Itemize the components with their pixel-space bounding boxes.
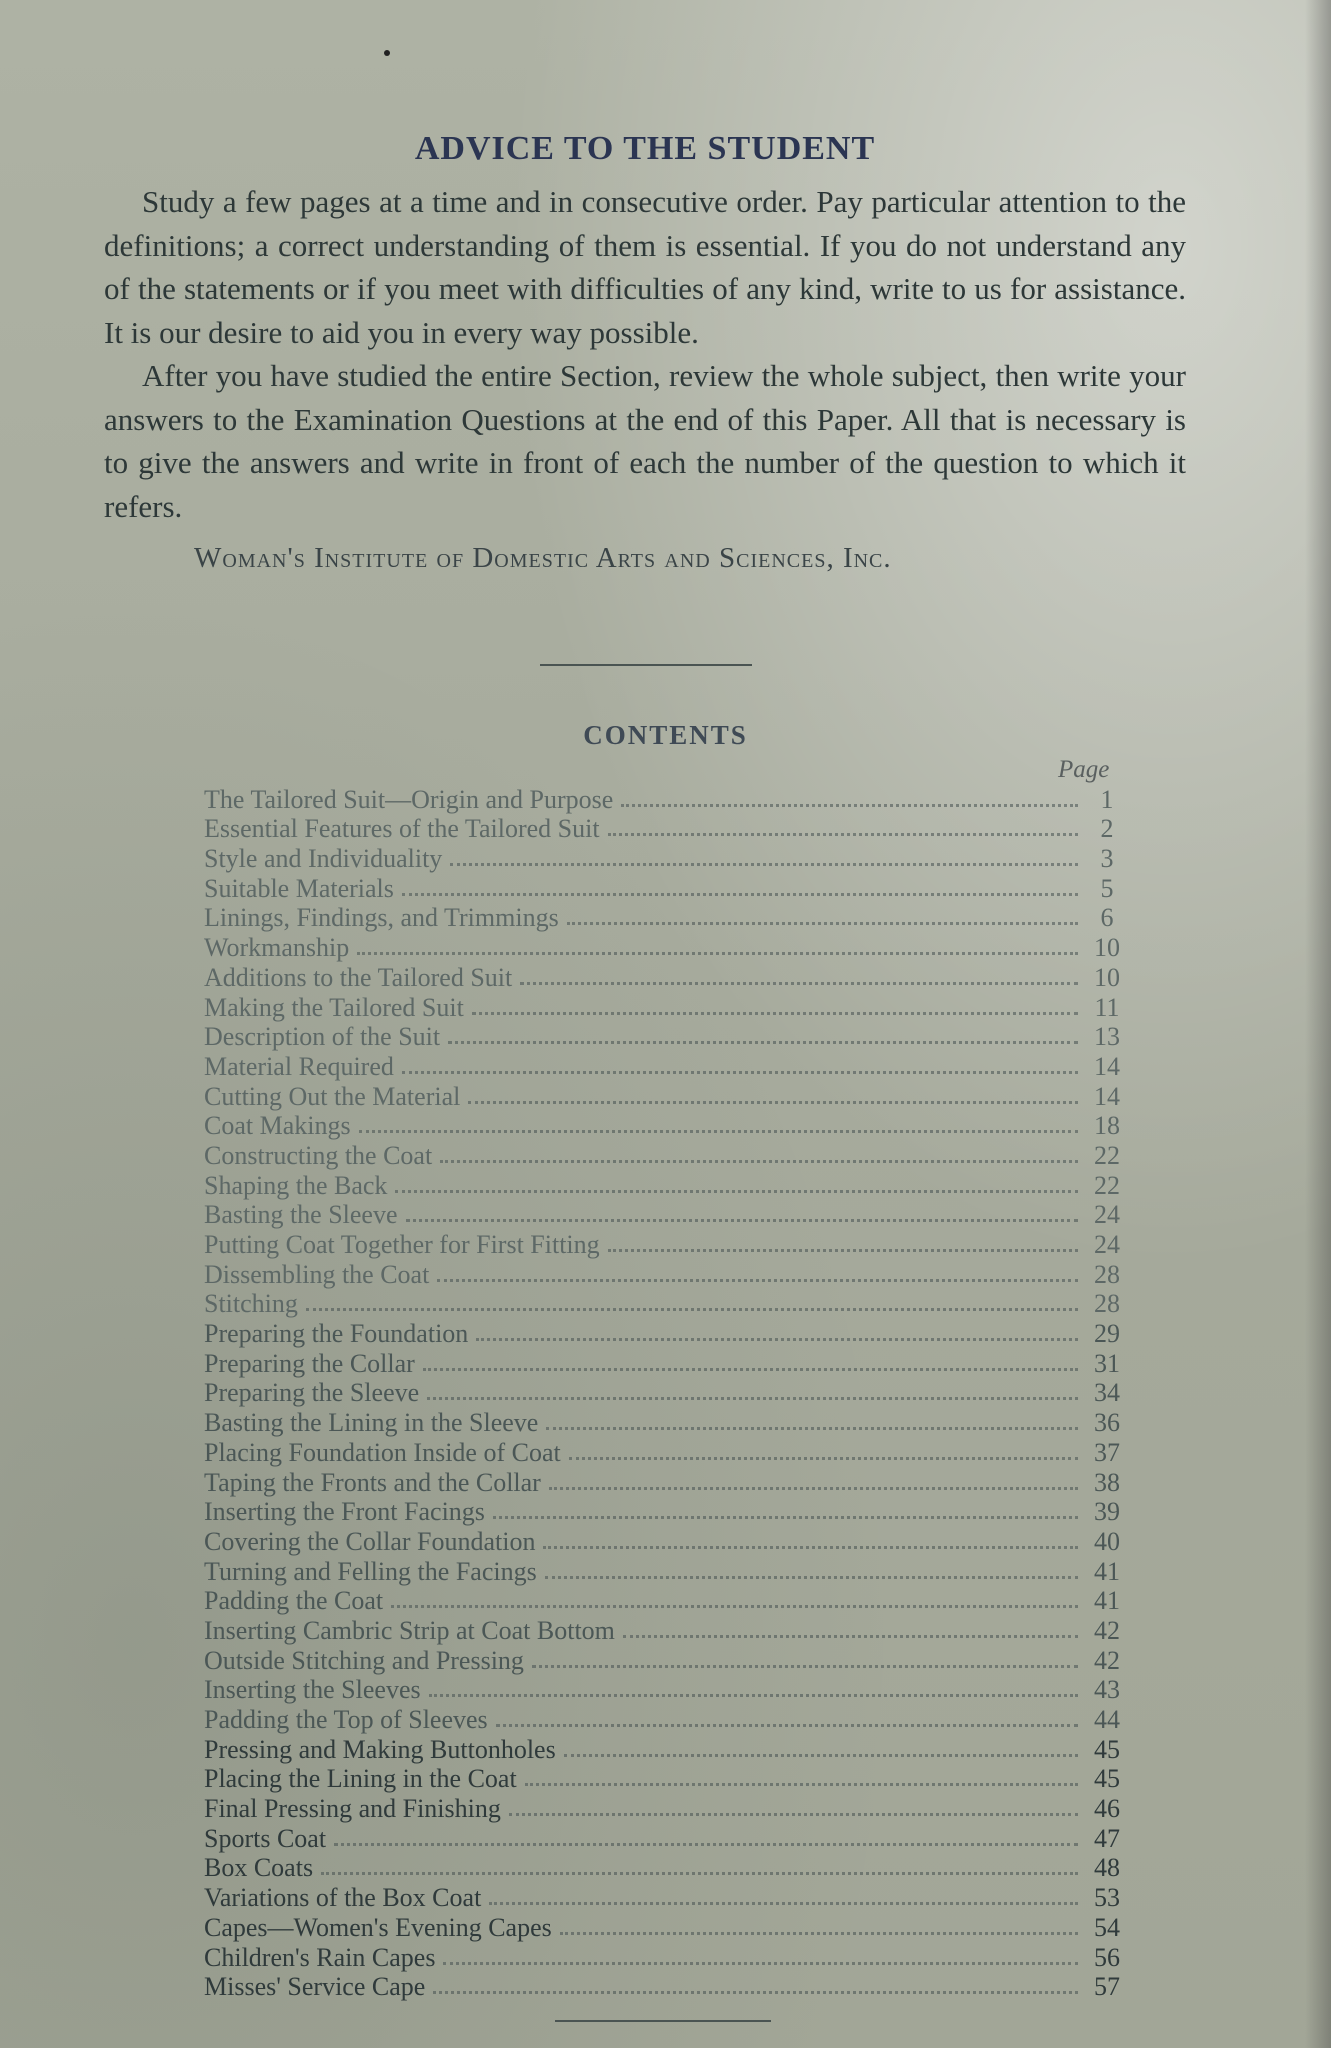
toc-entry bbox=[204, 1318, 1128, 1348]
toc-entry bbox=[204, 1615, 1128, 1645]
toc-entry-title: Linings, Findings, and Trimmings bbox=[204, 903, 559, 933]
toc-entry-page: 48 bbox=[1094, 1853, 1120, 1883]
toc-entry-title: Turning and Felling the Facings bbox=[204, 1556, 537, 1586]
toc-leader-dots bbox=[543, 1546, 1078, 1549]
toc-entry-title: Basting the Sleeve bbox=[204, 1200, 398, 1230]
toc-entry bbox=[204, 1972, 1128, 2002]
toc-leader-dots bbox=[564, 1754, 1078, 1757]
toc-entry-title: Final Pressing and Finishing bbox=[204, 1794, 501, 1824]
toc-entry-title: Placing the Lining in the Coat bbox=[204, 1764, 517, 1794]
toc-entry bbox=[204, 1645, 1128, 1675]
toc-entry-page: 14 bbox=[1094, 1051, 1120, 1081]
toc-entry-title: Variations of the Box Coat bbox=[204, 1883, 482, 1913]
toc-entry-title: Preparing the Collar bbox=[204, 1348, 415, 1378]
toc-entry-page: 2 bbox=[1100, 814, 1114, 844]
toc-leader-dots bbox=[545, 1576, 1078, 1579]
toc-entry-title: Material Required bbox=[204, 1051, 394, 1081]
toc-entry-title: Preparing the Foundation bbox=[204, 1319, 469, 1349]
toc-leader-dots bbox=[623, 1635, 1078, 1638]
toc-entry bbox=[204, 814, 1128, 844]
toc-entry-page: 36 bbox=[1094, 1408, 1120, 1438]
toc-leader-dots bbox=[437, 1279, 1078, 1282]
toc-entry bbox=[204, 992, 1128, 1022]
toc-entry-page: 24 bbox=[1094, 1200, 1120, 1230]
toc-entry bbox=[204, 1764, 1128, 1794]
divider-rule-top bbox=[540, 664, 752, 666]
toc-entry bbox=[204, 1853, 1128, 1883]
toc-leader-dots bbox=[433, 1991, 1078, 1994]
toc-entry bbox=[204, 1942, 1128, 1972]
toc-leader-dots bbox=[532, 1665, 1078, 1668]
toc-entry-title: Capes—Women's Evening Capes bbox=[204, 1912, 552, 1942]
advice-title: ADVICE TO THE STUDENT bbox=[414, 130, 876, 167]
toc-leader-dots bbox=[569, 1457, 1078, 1460]
toc-leader-dots bbox=[520, 982, 1078, 985]
toc-entry-page: 24 bbox=[1094, 1230, 1120, 1259]
toc-entry bbox=[204, 1200, 1128, 1230]
toc-entry bbox=[204, 1882, 1128, 1912]
toc-leader-dots bbox=[321, 1872, 1078, 1875]
toc-entry bbox=[204, 1793, 1128, 1823]
toc-entry-title: Pressing and Making Buttonholes bbox=[204, 1734, 556, 1764]
toc-entry-title: Shaping the Back bbox=[204, 1170, 388, 1200]
toc-entry-page: 46 bbox=[1094, 1794, 1120, 1824]
toc-entry bbox=[204, 1022, 1128, 1052]
toc-leader-dots bbox=[472, 1012, 1078, 1015]
toc-entry-page: 31 bbox=[1094, 1348, 1120, 1378]
toc-entry bbox=[204, 1823, 1128, 1853]
toc-leader-dots bbox=[406, 1219, 1078, 1222]
toc-leader-dots bbox=[525, 1783, 1078, 1786]
toc-entry-page: 3 bbox=[1100, 844, 1114, 874]
toc-entry-title: The Tailored Suit—Origin and Purpose bbox=[204, 784, 614, 814]
toc-entry-page: 22 bbox=[1094, 1140, 1120, 1170]
toc-leader-dots bbox=[567, 922, 1078, 925]
toc-entry-page: 42 bbox=[1094, 1645, 1120, 1675]
toc-entry-title: Inserting Cambric Strip at Coat Bottom bbox=[204, 1615, 615, 1645]
toc-entry-page: 22 bbox=[1094, 1170, 1120, 1200]
toc-leader-dots bbox=[448, 1041, 1078, 1044]
advice-paragraph-1: Study a few pages at a time and in consecutive order. Pay particular attention to the definitions; a correct understanding of them is essential. If you do not understand any of the statements or if you meet with difficulties of any kind, write to us for assistance. It is our desire to aid you in every way possible. bbox=[104, 184, 1186, 350]
toc-entry-page: 14 bbox=[1094, 1081, 1120, 1111]
toc-entry-title: Description of the Suit bbox=[204, 1022, 441, 1052]
toc-leader-dots bbox=[402, 893, 1078, 896]
toc-leader-dots bbox=[429, 1694, 1078, 1697]
page-column-heading: Page bbox=[1058, 756, 1110, 783]
toc-entry-page: 42 bbox=[1094, 1615, 1120, 1645]
toc-leader-dots bbox=[395, 1190, 1078, 1193]
toc-entry bbox=[204, 843, 1128, 873]
toc-entry-page: 28 bbox=[1094, 1289, 1120, 1319]
toc-leader-dots bbox=[493, 1516, 1078, 1519]
toc-entry bbox=[204, 784, 1128, 814]
toc-entry bbox=[204, 1556, 1128, 1586]
toc-entry-title: Sports Coat bbox=[204, 1823, 327, 1853]
toc-entry bbox=[204, 1467, 1128, 1497]
contents-title: CONTENTS bbox=[583, 720, 748, 750]
toc-entry bbox=[204, 1912, 1128, 1942]
toc-entry-title: Padding the Coat bbox=[204, 1586, 384, 1616]
advice-paragraph-2: After you have studied the entire Section, review the whole subject, then write your answers to the Examination Questions at the end of this Paper. All that is necessary is to give the answers and write in front of each the number of the question to which it refers. bbox=[104, 358, 1186, 524]
toc-entry-page: 38 bbox=[1094, 1467, 1120, 1497]
toc-leader-dots bbox=[402, 1071, 1078, 1074]
toc-entry-page: 40 bbox=[1094, 1526, 1120, 1556]
toc-leader-dots bbox=[546, 1427, 1078, 1430]
toc-leader-dots bbox=[608, 1249, 1078, 1252]
toc-entry-page: 41 bbox=[1094, 1586, 1120, 1616]
toc-entry-title: Taping the Fronts and the Collar bbox=[204, 1467, 541, 1497]
toc-entry bbox=[204, 1704, 1128, 1734]
toc-entry-title: Box Coats bbox=[204, 1853, 314, 1883]
toc-entry-page: 56 bbox=[1094, 1942, 1120, 1972]
toc-entry bbox=[204, 1229, 1128, 1259]
toc-leader-dots bbox=[621, 804, 1078, 807]
toc-entry-title: Dissembling the Coat bbox=[204, 1259, 430, 1289]
toc-entry bbox=[204, 873, 1128, 903]
toc-entry-title: Covering the Collar Foundation bbox=[204, 1526, 536, 1556]
toc-entry bbox=[204, 1526, 1128, 1556]
toc-entry bbox=[204, 1051, 1128, 1081]
toc-entry-title: Constructing the Coat bbox=[204, 1140, 433, 1170]
toc-entry-title: Style and Individuality bbox=[204, 844, 443, 874]
toc-leader-dots bbox=[450, 863, 1078, 866]
toc-leader-dots bbox=[391, 1605, 1078, 1608]
toc-entry-title: Additions to the Tailored Suit bbox=[204, 962, 513, 992]
toc-entry-page: 45 bbox=[1094, 1734, 1120, 1764]
table-of-contents bbox=[204, 784, 1128, 2001]
toc-entry-title: Putting Coat Together for First Fitting bbox=[204, 1230, 600, 1259]
toc-entry-title: Cutting Out the Material bbox=[204, 1081, 461, 1111]
toc-leader-dots bbox=[489, 1902, 1078, 1905]
toc-entry-page: 10 bbox=[1094, 933, 1120, 963]
toc-entry-page: 28 bbox=[1094, 1259, 1120, 1289]
toc-entry-page: 57 bbox=[1094, 1972, 1120, 2002]
toc-entry-page: 29 bbox=[1094, 1319, 1120, 1349]
toc-leader-dots bbox=[443, 1962, 1078, 1965]
toc-entry bbox=[204, 1734, 1128, 1764]
toc-entry bbox=[204, 1348, 1128, 1378]
toc-entry-title: Stitching bbox=[204, 1289, 298, 1319]
toc-leader-dots bbox=[560, 1932, 1078, 1935]
toc-entry-page: 37 bbox=[1094, 1437, 1120, 1467]
toc-leader-dots bbox=[549, 1487, 1078, 1490]
toc-entry-title: Preparing the Sleeve bbox=[204, 1378, 420, 1408]
toc-entry-page: 39 bbox=[1094, 1497, 1120, 1527]
toc-leader-dots bbox=[476, 1338, 1078, 1341]
toc-leader-dots bbox=[440, 1160, 1078, 1163]
toc-entry bbox=[204, 1259, 1128, 1289]
toc-entry-page: 5 bbox=[1100, 873, 1114, 903]
toc-entry-page: 53 bbox=[1094, 1883, 1120, 1913]
toc-entry-page: 18 bbox=[1094, 1111, 1120, 1141]
toc-entry bbox=[204, 1378, 1128, 1408]
toc-entry-page: 47 bbox=[1094, 1823, 1120, 1853]
toc-entry-title: Outside Stitching and Pressing bbox=[204, 1645, 524, 1675]
toc-leader-dots bbox=[608, 833, 1078, 836]
toc-leader-dots bbox=[306, 1308, 1078, 1311]
toc-entry-page: 13 bbox=[1094, 1022, 1120, 1052]
toc-leader-dots bbox=[468, 1101, 1078, 1104]
toc-entry-page: 43 bbox=[1094, 1675, 1120, 1705]
toc-entry-title: Inserting the Sleeves bbox=[204, 1675, 421, 1705]
toc-entry bbox=[204, 1586, 1128, 1616]
toc-entry-title: Padding the Top of Sleeves bbox=[204, 1705, 488, 1734]
toc-entry-page: 44 bbox=[1094, 1705, 1120, 1734]
toc-entry-title: Children's Rain Capes bbox=[204, 1942, 436, 1972]
toc-entry-title: Essential Features of the Tailored Suit bbox=[204, 814, 600, 844]
toc-entry-title: Workmanship bbox=[204, 933, 350, 963]
toc-leader-dots bbox=[423, 1368, 1078, 1371]
toc-entry-page: 1 bbox=[1100, 784, 1114, 814]
toc-entry bbox=[204, 932, 1128, 962]
toc-entry bbox=[204, 1675, 1128, 1705]
toc-entry bbox=[204, 1497, 1128, 1527]
toc-entry-title: Misses' Service Cape bbox=[204, 1972, 426, 2002]
toc-entry-title: Coat Makings bbox=[204, 1111, 351, 1141]
ink-dot bbox=[384, 50, 390, 56]
toc-entry-title: Placing Foundation Inside of Coat bbox=[204, 1437, 561, 1467]
toc-entry bbox=[204, 1437, 1128, 1467]
toc-entry-page: 6 bbox=[1100, 903, 1114, 933]
toc-entry-page: 11 bbox=[1094, 992, 1120, 1022]
toc-entry bbox=[204, 1081, 1128, 1111]
toc-entry bbox=[204, 1140, 1128, 1170]
toc-entry-title: Inserting the Front Facings bbox=[204, 1497, 485, 1527]
toc-entry-page: 10 bbox=[1094, 962, 1120, 992]
toc-entry-page: 45 bbox=[1094, 1764, 1120, 1794]
toc-leader-dots bbox=[509, 1813, 1078, 1816]
toc-entry bbox=[204, 1111, 1128, 1141]
toc-entry bbox=[204, 1289, 1128, 1319]
toc-entry-title: Basting the Lining in the Sleeve bbox=[204, 1408, 539, 1438]
toc-leader-dots bbox=[427, 1397, 1078, 1400]
toc-entry-page: 34 bbox=[1094, 1378, 1120, 1408]
toc-entry-title: Suitable Materials bbox=[204, 873, 394, 903]
toc-entry bbox=[204, 1170, 1128, 1200]
toc-entry-title: Making the Tailored Suit bbox=[204, 992, 464, 1022]
toc-entry bbox=[204, 903, 1128, 933]
toc-leader-dots bbox=[357, 952, 1078, 955]
institute-signature: Woman's Institute of Domestic Arts and Sciences, Inc. bbox=[194, 542, 892, 574]
toc-leader-dots bbox=[496, 1724, 1078, 1727]
toc-entry-page: 54 bbox=[1094, 1912, 1120, 1942]
divider-rule-bottom bbox=[555, 2020, 771, 2022]
advice-section bbox=[104, 128, 1186, 575]
toc-entry-page: 41 bbox=[1094, 1556, 1120, 1586]
toc-leader-dots bbox=[334, 1843, 1078, 1846]
toc-entry bbox=[204, 962, 1128, 992]
toc-leader-dots bbox=[359, 1130, 1078, 1133]
toc-entry bbox=[204, 1407, 1128, 1437]
